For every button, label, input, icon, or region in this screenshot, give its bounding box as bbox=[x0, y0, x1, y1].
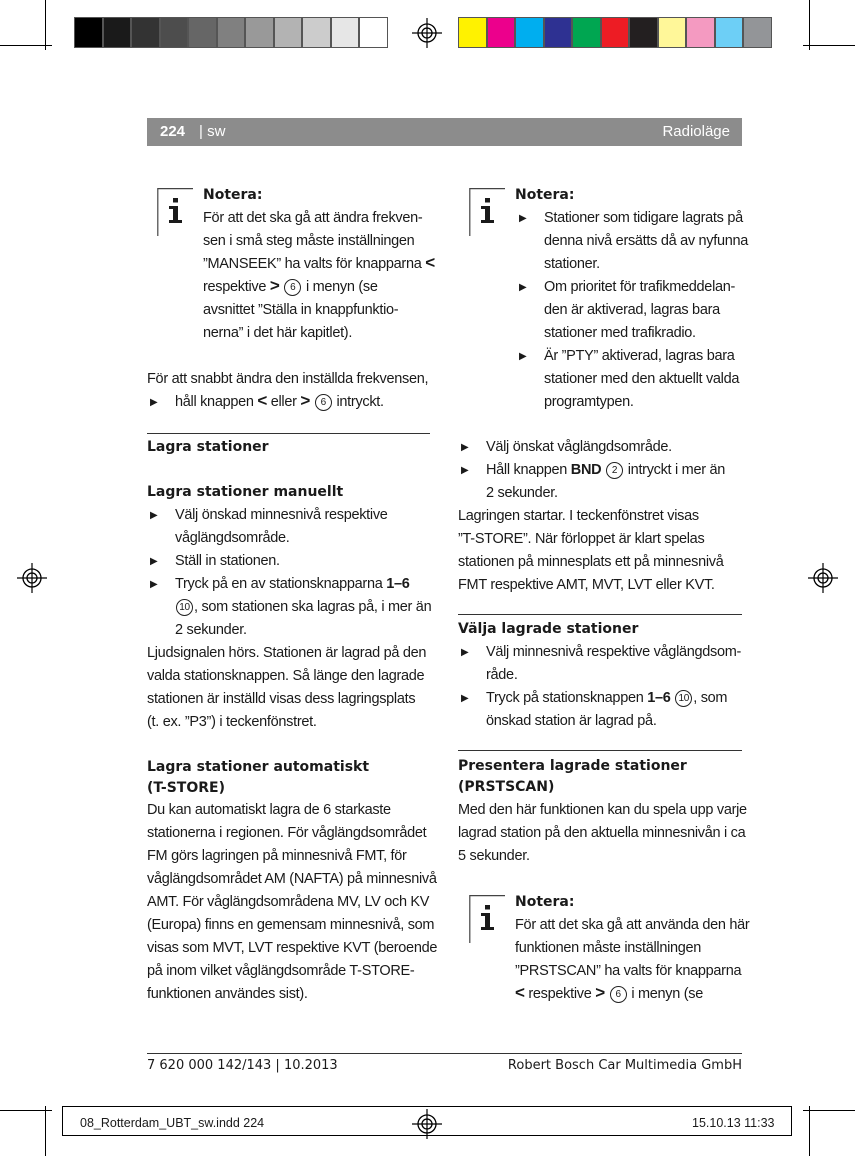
note-line: funktionen måste inställningen bbox=[515, 940, 702, 956]
note-line: stationer med den aktuellt valda bbox=[544, 371, 740, 387]
section-heading: (PRSTSCAN) bbox=[458, 779, 555, 795]
paragraph-line: stationen är inställd visas dess lagringsplats bbox=[147, 691, 416, 707]
paragraph-line: 5 sekunder. bbox=[458, 848, 530, 864]
section-divider bbox=[458, 614, 742, 615]
paragraph-line: (Europa) finns en gemensam minnesnivå, som bbox=[147, 917, 435, 933]
button-number-badge: 6 bbox=[315, 394, 332, 411]
step-line: 2 sekunder. bbox=[486, 485, 558, 501]
running-header bbox=[147, 118, 742, 146]
bullet-arrow-icon: ▶ bbox=[461, 442, 469, 453]
note-line: den är aktiverad, lagras bara bbox=[544, 302, 720, 318]
step-line: Ställ in stationen. bbox=[175, 553, 280, 569]
info-icon bbox=[157, 188, 193, 236]
button-number-badge: 10 bbox=[675, 690, 692, 707]
step-line: 10 , som stationen ska lagras på, i mer än bbox=[175, 596, 431, 619]
note-line: sen i små steg måste inställningen bbox=[203, 233, 415, 249]
chevron-left-icon: < bbox=[425, 253, 435, 272]
color-swatch bbox=[458, 17, 487, 48]
step-line: råde. bbox=[486, 667, 518, 683]
note-line: avsnittet ”Ställa in knappfunktio- bbox=[203, 302, 399, 318]
note-title: Notera: bbox=[515, 187, 575, 203]
paragraph-line: (t. ex. ”P3”) i teckenfönstret. bbox=[147, 714, 317, 730]
button-number-badge: 2 bbox=[606, 462, 623, 479]
note-title: Notera: bbox=[203, 187, 263, 203]
section-title: Radioläge bbox=[662, 123, 730, 140]
step-line: Välj önskat våglängdsområde. bbox=[486, 439, 672, 455]
step-line: önskad station är lagrad på. bbox=[486, 713, 657, 729]
crop-mark bbox=[803, 1110, 855, 1111]
color-swatch bbox=[658, 17, 687, 48]
chevron-right-icon: > bbox=[300, 391, 311, 410]
section-heading: Lagra stationer bbox=[147, 439, 269, 455]
chevron-right-icon: > bbox=[595, 983, 605, 1002]
bullet-arrow-icon: ▶ bbox=[461, 465, 469, 476]
bullet-arrow-icon: ▶ bbox=[519, 351, 527, 362]
color-swatch bbox=[544, 17, 573, 48]
print-timestamp: 15.10.13 11:33 bbox=[692, 1116, 775, 1130]
paragraph-line: FMT respektive AMT, MVT, LVT eller KVT. bbox=[458, 577, 715, 593]
paragraph-line: ”T-STORE”. När förloppet är klart spelas bbox=[458, 531, 705, 547]
process-color-bar bbox=[458, 17, 772, 48]
crop-mark bbox=[803, 45, 855, 46]
bullet-arrow-icon: ▶ bbox=[150, 397, 158, 408]
gray-swatch bbox=[188, 17, 217, 48]
registration-mark-icon bbox=[808, 563, 838, 593]
bullet-arrow-icon: ▶ bbox=[519, 213, 527, 224]
paragraph-line: FM görs lagringen på minnesnivå FMT, för bbox=[147, 848, 407, 864]
section-divider bbox=[147, 433, 430, 434]
color-swatch bbox=[743, 17, 772, 48]
paragraph-line: valda stationsknappen. Så länge den lagrade bbox=[147, 668, 425, 684]
note-line: För att det ska gå att ändra frekven- bbox=[203, 210, 423, 226]
paragraph-line: lagrad station på den aktuella minnesnivån i ca bbox=[458, 825, 746, 841]
paragraph-line: AMT. För våglängdsområdena MV, LV och KV bbox=[147, 894, 430, 910]
color-swatch bbox=[601, 17, 630, 48]
step-line: Välj minnesnivå respektive våglängdsom- bbox=[486, 644, 742, 660]
paragraph-line: visas som MVT, LVT respektive KVT (beroende bbox=[147, 940, 438, 956]
gray-swatch bbox=[217, 17, 246, 48]
button-number-badge: 6 bbox=[610, 986, 627, 1003]
subsection-heading: Lagra stationer automatiskt bbox=[147, 759, 370, 775]
crop-mark bbox=[809, 1106, 810, 1156]
bullet-arrow-icon: ▶ bbox=[150, 579, 158, 590]
color-swatch bbox=[487, 17, 516, 48]
section-heading: Presentera lagrade stationer bbox=[458, 758, 687, 774]
note-line: Stationer som tidigare lagrats på bbox=[544, 210, 743, 226]
gray-swatch bbox=[103, 17, 132, 48]
page-number: 224 bbox=[160, 123, 186, 140]
note-line: Är ”PTY” aktiverad, lagras bara bbox=[544, 348, 735, 364]
step-line: Välj önskad minnesnivå respektive bbox=[175, 507, 388, 523]
registration-mark-icon bbox=[17, 563, 47, 593]
language-code: | sw bbox=[199, 123, 226, 140]
gray-swatch bbox=[359, 17, 388, 48]
note-line: ”PRSTSCAN” ha valts för knapparna bbox=[515, 963, 742, 979]
paragraph-line: stationen på minnesplats ett på minnesnivå bbox=[458, 554, 724, 570]
note-line: nerna” i det här kapitlet). bbox=[203, 325, 353, 341]
step-line: våglängdsområde. bbox=[175, 530, 290, 546]
bullet-arrow-icon: ▶ bbox=[150, 556, 158, 567]
publisher: Robert Bosch Car Multimedia GmbH bbox=[507, 1058, 742, 1073]
info-icon bbox=[469, 895, 505, 943]
step-line: Håll knappen BND 2 intryckt i mer än bbox=[486, 462, 725, 478]
note-title: Notera: bbox=[515, 894, 575, 910]
section-heading: Välja lagrade stationer bbox=[458, 621, 639, 637]
paragraph-line: på inom vilket våglängdsområde T-STORE- bbox=[147, 963, 415, 979]
note-line: För att det ska gå att använda den här bbox=[515, 917, 750, 933]
gray-swatch bbox=[245, 17, 274, 48]
subsection-heading: Lagra stationer manuellt bbox=[147, 484, 344, 500]
note-line: denna nivå ersätts då av nyfunna bbox=[544, 233, 749, 249]
paragraph-line: Med den här funktionen kan du spela upp varje bbox=[458, 802, 747, 818]
note-line: ”MANSEEK” ha valts för knapparna < bbox=[203, 253, 435, 272]
bullet-arrow-icon: ▶ bbox=[461, 693, 469, 704]
color-swatch bbox=[572, 17, 601, 48]
paragraph-line: våglängdsområdet AM (NAFTA) på minnesnivå bbox=[147, 871, 437, 887]
bullet-arrow-icon: ▶ bbox=[150, 510, 158, 521]
gray-swatch bbox=[160, 17, 189, 48]
note-line: respektive > 6 i menyn (se bbox=[203, 276, 378, 295]
bullet-arrow-icon: ▶ bbox=[519, 282, 527, 293]
note-line: Om prioritet för trafikmeddelan- bbox=[544, 279, 736, 295]
step-line: håll knappen < eller > 6 intryckt. bbox=[175, 391, 384, 410]
chevron-left-icon: < bbox=[515, 983, 525, 1002]
gray-swatch bbox=[274, 17, 303, 48]
registration-mark-icon bbox=[412, 18, 442, 48]
gray-color-bar bbox=[74, 17, 388, 48]
step-line: Tryck på en av stationsknapparna 1–6 bbox=[175, 576, 410, 592]
note-line: stationer. bbox=[544, 256, 600, 272]
step-line: 2 sekunder. bbox=[175, 622, 247, 638]
crop-mark bbox=[45, 1106, 46, 1156]
note-line: programtypen. bbox=[544, 394, 634, 410]
step-line: Tryck på stationsknappen 1–6 10 , som bbox=[486, 690, 728, 706]
footer-divider bbox=[147, 1053, 742, 1054]
color-swatch bbox=[629, 17, 658, 48]
gray-swatch bbox=[131, 17, 160, 48]
crop-mark bbox=[809, 0, 810, 50]
button-number-badge: 10 bbox=[176, 599, 193, 616]
gray-swatch bbox=[331, 17, 360, 48]
paragraph-line: Du kan automatiskt lagra de 6 starkaste bbox=[147, 802, 391, 818]
crop-mark bbox=[45, 0, 46, 50]
color-swatch bbox=[715, 17, 744, 48]
paragraph-line: funktionen användes sist). bbox=[147, 986, 308, 1002]
document-number: 7 620 000 142/143 | 10.2013 bbox=[147, 1058, 338, 1073]
subsection-heading: (T-STORE) bbox=[147, 780, 225, 796]
info-icon bbox=[469, 188, 505, 236]
paragraph-line: stationerna i regionen. För våglängdsområdet bbox=[147, 825, 427, 841]
bullet-arrow-icon: ▶ bbox=[461, 647, 469, 658]
paragraph-line: För att snabbt ändra den inställda frekvensen, bbox=[147, 371, 429, 387]
gray-swatch bbox=[302, 17, 331, 48]
gray-swatch bbox=[74, 17, 103, 48]
note-line: < respektive > 6 i menyn (se bbox=[515, 983, 703, 1002]
paragraph-line: Ljudsignalen hörs. Stationen är lagrad på den bbox=[147, 645, 427, 661]
section-divider bbox=[458, 750, 742, 751]
button-number-badge: 6 bbox=[284, 279, 301, 296]
paragraph-line: Lagringen startar. I teckenfönstret visas bbox=[458, 508, 699, 524]
color-swatch bbox=[515, 17, 544, 48]
note-line: stationer med trafikradio. bbox=[544, 325, 696, 341]
chevron-right-icon: > bbox=[269, 276, 280, 295]
chevron-left-icon: < bbox=[257, 391, 268, 410]
indd-filename: 08_Rotterdam_UBT_sw.indd 224 bbox=[80, 1116, 265, 1130]
color-swatch bbox=[686, 17, 715, 48]
